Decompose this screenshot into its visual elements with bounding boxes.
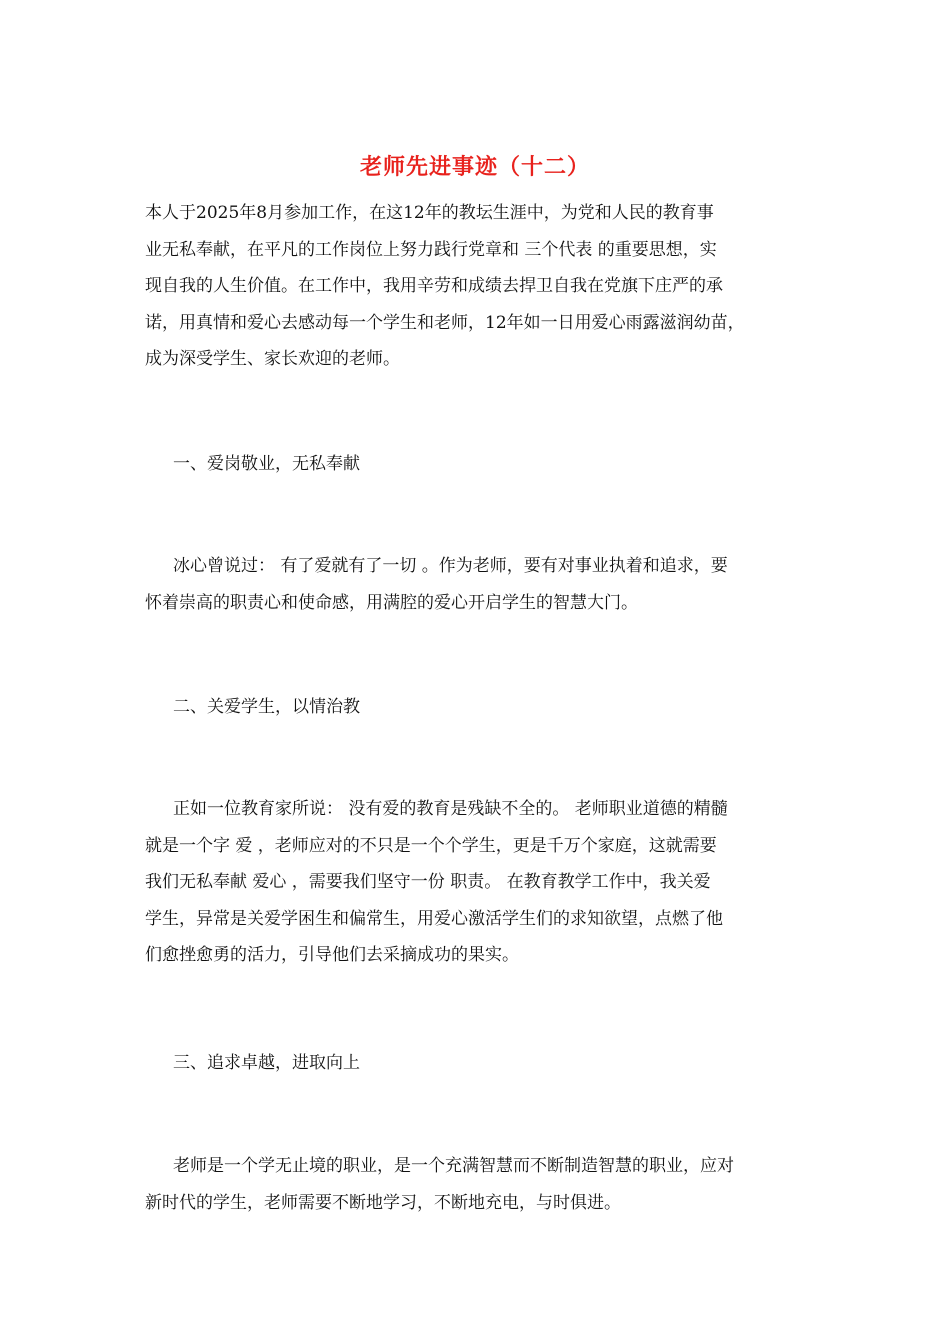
paragraph-line: 新时代的学生，老师需要不断地学习，不断地充电，与时俱进。 (145, 1192, 621, 1213)
paragraph-line: 我们无私奉献 爱心 ，需要我们坚守一份 职责。 在教育教学工作中，我关爱 (145, 872, 711, 893)
paragraph-line: 老师是一个学无止境的职业，是一个充满智慧而不断制造智慧的职业，应对 (173, 1156, 734, 1176)
section-heading-2: 二、关爱学生，以情治教 (173, 697, 360, 717)
intro-line: 本人于2025年8月参加工作，在这12年的教坛生涯中，为党和人民的教育事 (145, 203, 714, 223)
intro-line: 业无私奉献，在平凡的工作岗位上努力践行党章和 三个代表 的重要思想，实 (145, 239, 717, 260)
section-2-paragraph (145, 791, 810, 974)
section-heading-1: 一、爱岗敬业，无私奉献 (173, 454, 360, 474)
section-heading-3: 三、追求卓越，进取向上 (173, 1053, 360, 1073)
paragraph-line: 们愈挫愈勇的活力，引导他们去采摘成功的果实。 (145, 945, 519, 966)
intro-line: 现自我的人生价值。在工作中，我用辛劳和成绩去捍卫自我在党旗下庄严的承 (145, 276, 723, 297)
paragraph-line: 就是一个字 爱 ，老师应对的不只是一个个学生，更是千万个家庭，这就需要 (145, 835, 717, 856)
paragraph-line: 怀着崇高的职责心和使命感，用满腔的爱心开启学生的智慧大门。 (145, 592, 638, 613)
intro-line: 诺，用真情和爱心去感动每一个学生和老师，12年如一日用爱心雨露滋润幼苗， (145, 312, 745, 333)
paragraph-line: 学生，异常是关爱学困生和偏常生，用爱心激活学生们的求知欲望，点燃了他 (145, 908, 723, 929)
paragraph-line: 正如一位教育家所说： 没有爱的教育是残缺不全的。 老师职业道德的精髓 (173, 799, 728, 819)
intro-line: 成为深受学生、家长欢迎的老师。 (145, 349, 400, 370)
section-3-paragraph (145, 1148, 810, 1221)
intro-paragraph (145, 195, 810, 378)
section-1-paragraph (145, 548, 810, 621)
paragraph-line: 冰心曾说过： 有了爱就有了一切 。作为老师，要有对事业执着和追求，要 (173, 556, 728, 576)
document-title: 老师先进事迹（十二） (359, 154, 590, 180)
